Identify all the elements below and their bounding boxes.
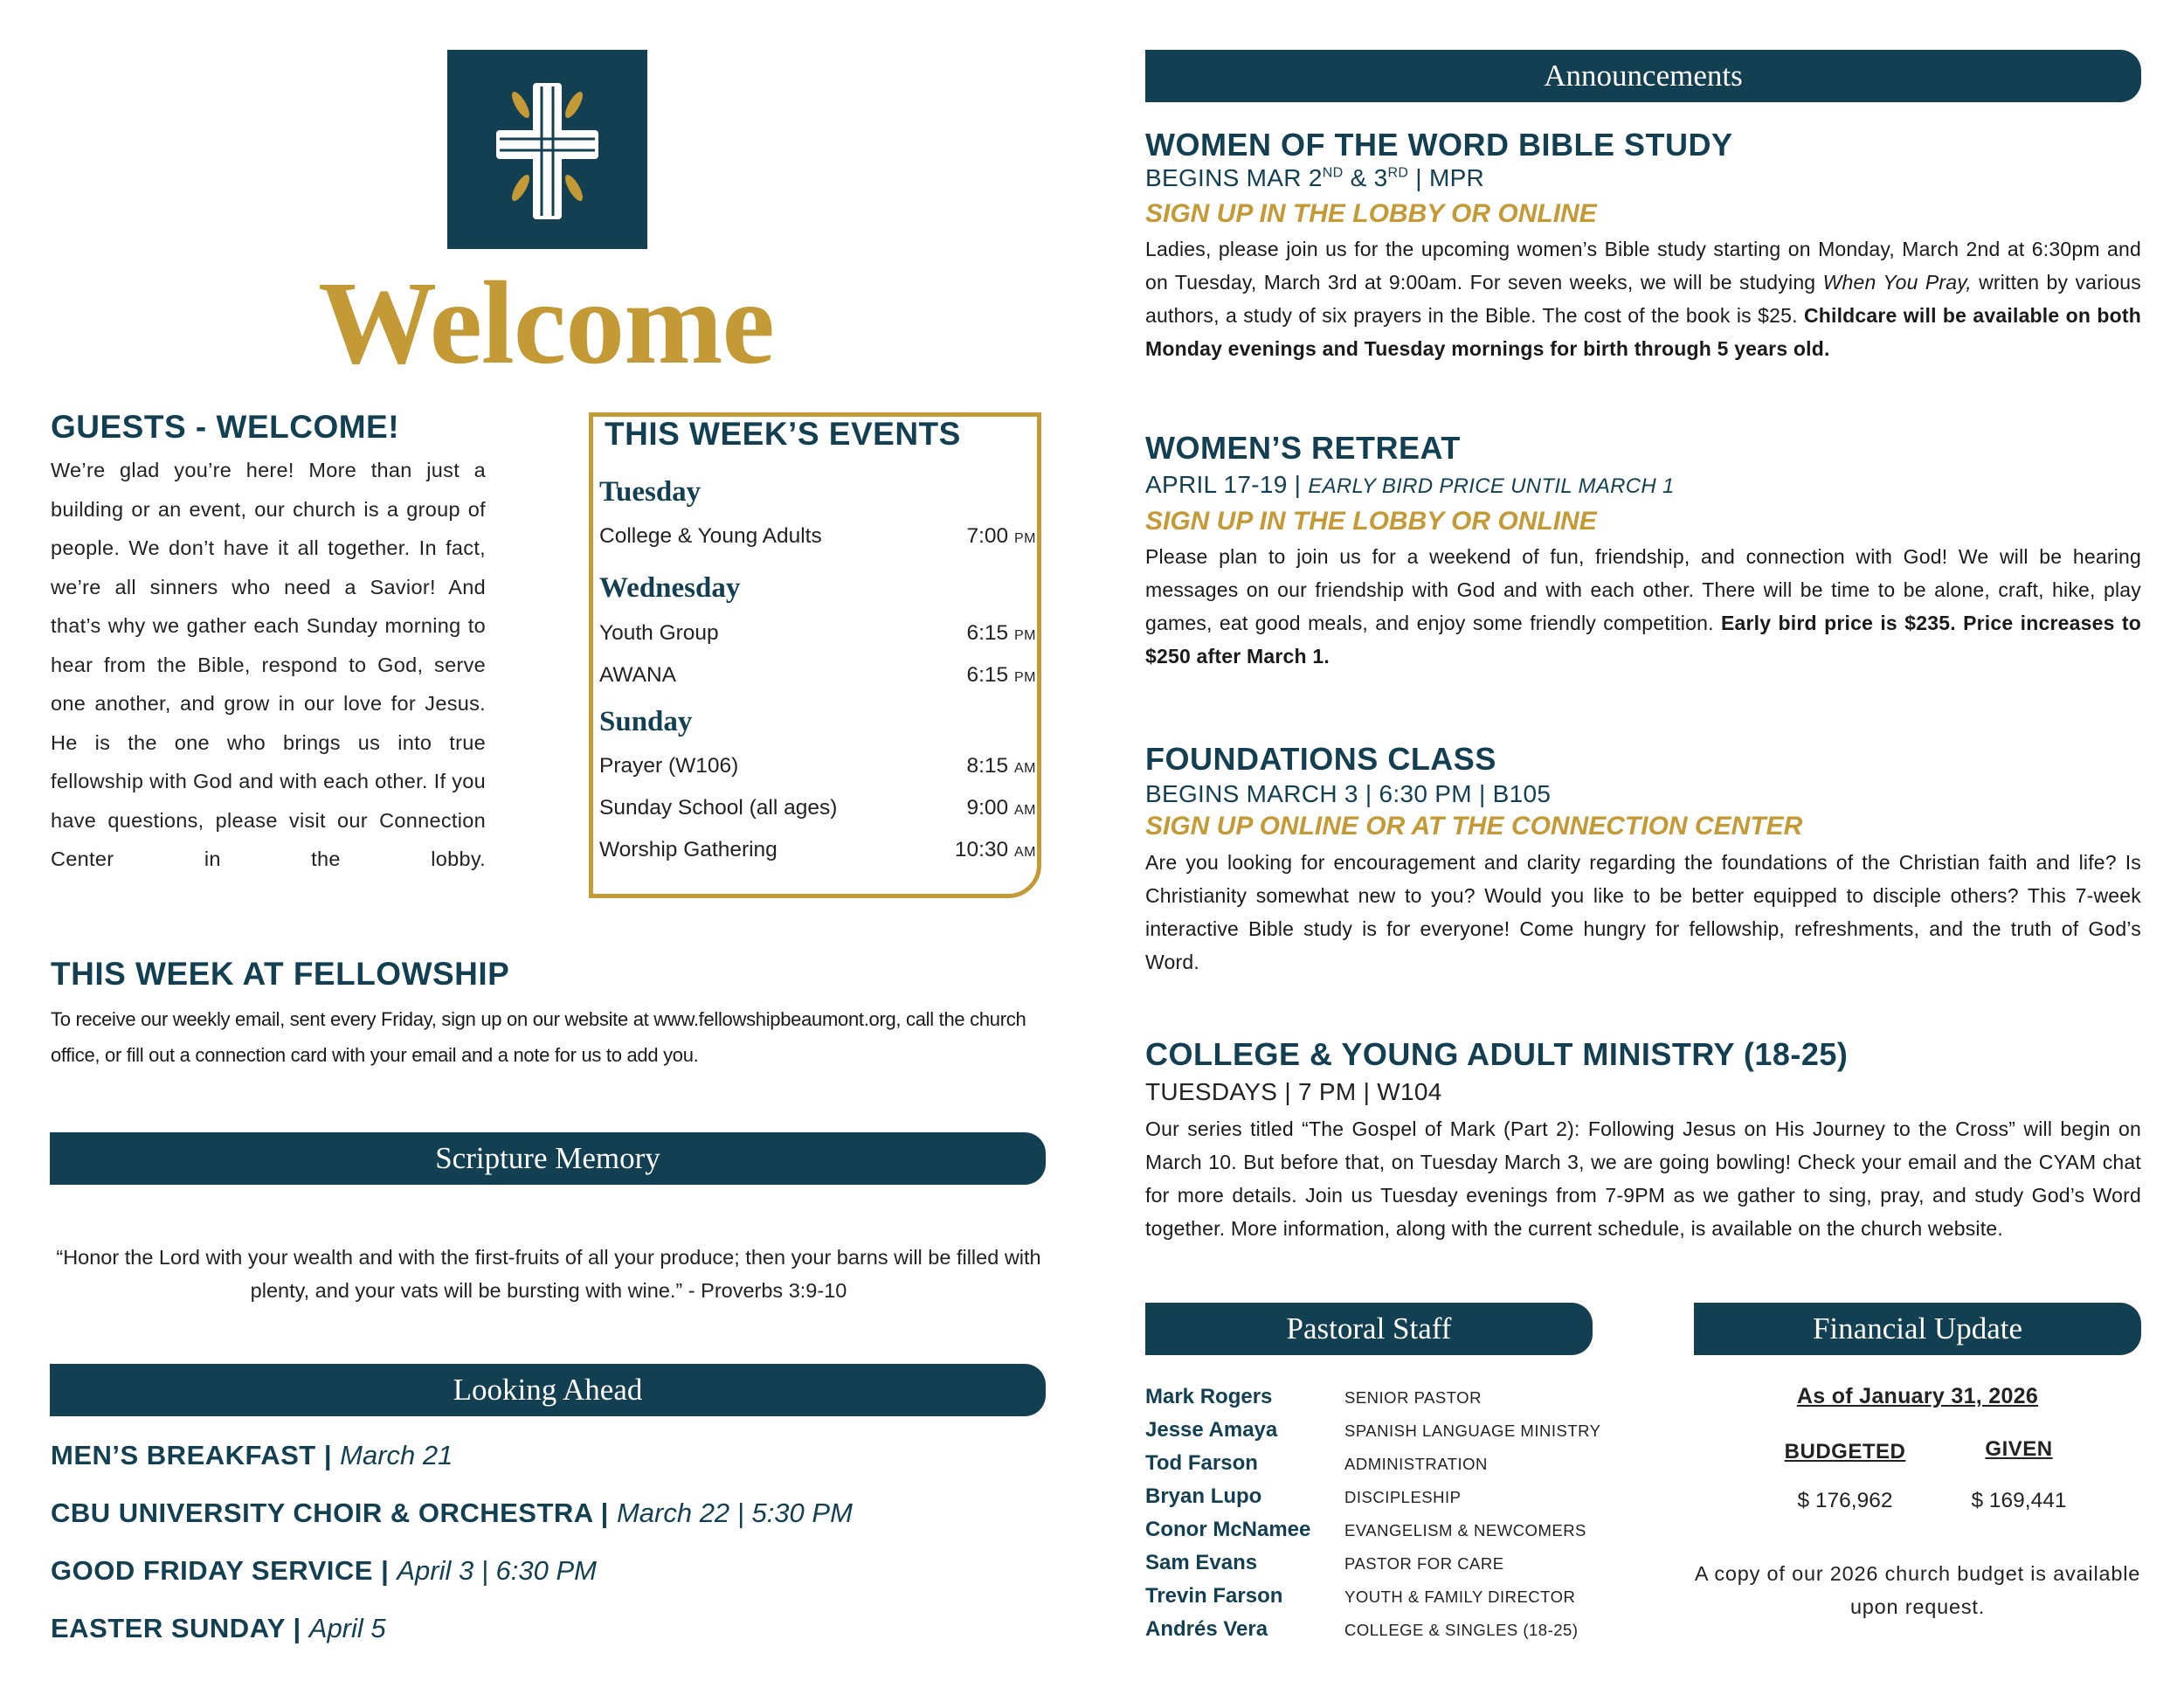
event-name: Prayer (W106) [599, 754, 739, 778]
wotw-cta: SIGN UP IN THE LOBBY OR ONLINE [1145, 199, 1597, 228]
welcome-heading: Welcome [318, 258, 774, 389]
event-time: 10:30 AM [954, 838, 1036, 861]
event-day-tuesday: Tuesday [599, 476, 702, 508]
foundations-subtitle: BEGINS MARCH 3 | 6:30 PM | B105 [1145, 780, 1552, 807]
cross-wheat-icon [447, 50, 647, 249]
staff-role: SENIOR PASTOR [1344, 1388, 1482, 1407]
staff-name: Conor McNamee [1145, 1518, 1311, 1541]
foundations-cta: SIGN UP ONLINE OR AT THE CONNECTION CENTER [1145, 812, 1803, 841]
pastoral-staff-banner: Pastoral Staff [1145, 1303, 1593, 1355]
guests-title: GUESTS - WELCOME! [51, 409, 400, 445]
event-name: Youth Group [599, 621, 719, 645]
financial-note: A copy of our 2026 church budget is available upon request. [1694, 1562, 2141, 1618]
event-time: 6:15 PM [966, 621, 1036, 645]
this-week-title: THIS WEEK AT FELLOWSHIP [51, 956, 510, 992]
staff-name: Bryan Lupo [1145, 1484, 1262, 1508]
wotw-subtitle: BEGINS MAR 2ND & 3RD | MPR [1145, 164, 1485, 191]
event-name: Worship Gathering [599, 838, 778, 861]
event-name: Sunday School (all ages) [599, 796, 838, 820]
church-logo [447, 50, 647, 249]
event-time: 8:15 AM [966, 754, 1036, 778]
wotw-body: Ladies, please join us for the upcoming women’s Bible study starting on Monday, March 2nd at 6:30pm and on Tuesday, March 3rd at 9:00am. For seven weeks, we will be studying When You Pray, written by various authors, a study of six prayers in the Bible. The cost of the book is $25. Childcare will be available on both Monday evenings and Tuesday mornings for birth through 5 years old. [1145, 238, 2142, 360]
event-name: AWANA [599, 663, 677, 687]
scripture-banner: Scripture Memory [50, 1132, 1046, 1185]
staff-role: COLLEGE & SINGLES (18-25) [1344, 1621, 1579, 1639]
staff-role: SPANISH LANGUAGE MINISTRY [1344, 1422, 1601, 1440]
staff-role: DISCIPLESHIP [1344, 1488, 1462, 1506]
foundations-body: Are you looking for encouragement and clarity regarding the foundations of the Christian faith and life? Is Christianity somewhat new to you? Would you like to be better equipped to disciple others? This 7-week interactive Bible study is for everyone! Come hungry for fellowship, refreshments, and the truth of God’s Word. [1145, 851, 2141, 973]
event-day-sunday: Sunday [599, 706, 693, 737]
retreat-title: WOMEN’S RETREAT [1145, 430, 1461, 466]
staff-name: Jesse Amaya [1145, 1418, 1278, 1442]
staff-role: EVANGELISM & NEWCOMERS [1344, 1521, 1586, 1539]
given-value: $ 169,441 [1971, 1489, 2067, 1512]
events-title: THIS WEEK’S EVENTS [605, 416, 961, 452]
wotw-title: WOMEN OF THE WORD BIBLE STUDY [1145, 127, 1733, 163]
event-time: 7:00 PM [966, 524, 1036, 548]
looking-ahead-item: MEN’S BREAKFAST | March 21 [51, 1440, 453, 1470]
staff-name: Trevin Farson [1145, 1584, 1283, 1608]
this-week-text: To receive our weekly email, sent every Friday, sign up on our website at www.fellowshipbeaumont.org, call the church office, or fill out a connection card with your email and a note for us to add you. [51, 1008, 1026, 1066]
given-label: GIVEN [1985, 1437, 2053, 1461]
staff-name: Sam Evans [1145, 1551, 1258, 1574]
staff-role: ADMINISTRATION [1344, 1455, 1488, 1473]
staff-name: Tod Farson [1145, 1451, 1258, 1475]
budgeted-label: BUDGETED [1784, 1440, 1906, 1463]
retreat-cta: SIGN UP IN THE LOBBY OR ONLINE [1145, 507, 1597, 536]
event-name: College & Young Adults [599, 524, 822, 548]
looking-ahead-item: CBU UNIVERSITY CHOIR & ORCHESTRA | March 22 | 5:30 PM [51, 1498, 853, 1528]
staff-name: Andrés Vera [1145, 1617, 1268, 1641]
financial-as-of: As of January 31, 2026 [1796, 1384, 2039, 1408]
staff-name: Mark Rogers [1145, 1385, 1273, 1408]
retreat-subtitle: APRIL 17-19 | EARLY BIRD PRICE UNTIL MARCH 1 [1145, 471, 1675, 498]
cyam-title: COLLEGE & YOUNG ADULT MINISTRY (18-25) [1145, 1036, 1849, 1072]
event-time: 6:15 PM [966, 663, 1036, 687]
staff-role: PASTOR FOR CARE [1344, 1554, 1504, 1573]
scripture-text: “Honor the Lord with your wealth and with the first-fruits of all your produce; then your barns will be filled with plenty, and your vats will be bursting with wine.” - Proverbs 3:9-10 [56, 1246, 1041, 1302]
looking-ahead-banner: Looking Ahead [50, 1364, 1046, 1416]
looking-ahead-item: GOOD FRIDAY SERVICE | April 3 | 6:30 PM [51, 1555, 597, 1586]
cyam-subtitle: TUESDAYS | 7 PM | W104 [1145, 1078, 1442, 1105]
guests-text: We’re glad you’re here! More than just a building or an event, our church is a group of people. We don’t have it all together. In fact, we’re all sinners who need a Savior! And that’s why we gather each Sunday morning to hear from the Bible, respond to God, serve one another, and grow in our love for Jesus. He is the one who brings us into true fellowship with God and with each other. If you have questions, please visit our Connection Center in the lobby. [51, 459, 486, 870]
cyam-body: Our series titled “The Gospel of Mark (Part 2): Following Jesus on His Journey to the Cross” will begin on March 10. But before that, on Tuesday March 3, we are going bowling! Check your email and the CYAM chat for more details. Join us Tuesday evenings from 7-9PM as we gather to sing, pray, and study God’s Word together. More information, along with the current schedule, is available on the church website. [1145, 1117, 2141, 1240]
foundations-title: FOUNDATIONS CLASS [1145, 741, 1496, 777]
announcements-banner: Announcements [1145, 50, 2141, 102]
staff-role: YOUTH & FAMILY DIRECTOR [1344, 1588, 1576, 1606]
financial-update-banner: Financial Update [1694, 1303, 2141, 1355]
event-time: 9:00 AM [966, 796, 1036, 820]
event-day-wednesday: Wednesday [599, 572, 741, 604]
budgeted-value: $ 176,962 [1797, 1489, 1893, 1512]
looking-ahead-item: EASTER SUNDAY | April 5 [51, 1613, 386, 1643]
retreat-body: Please plan to join us for a weekend of fun, friendship, and connection with God! We will be hearing messages on our friendship with God and with each other. There will be time to be alone, craft, hike, play games, eat good meals, and enjoy some friendly competition. Early bird price is $235. Price increases to $250 after March 1. [1145, 545, 2141, 668]
